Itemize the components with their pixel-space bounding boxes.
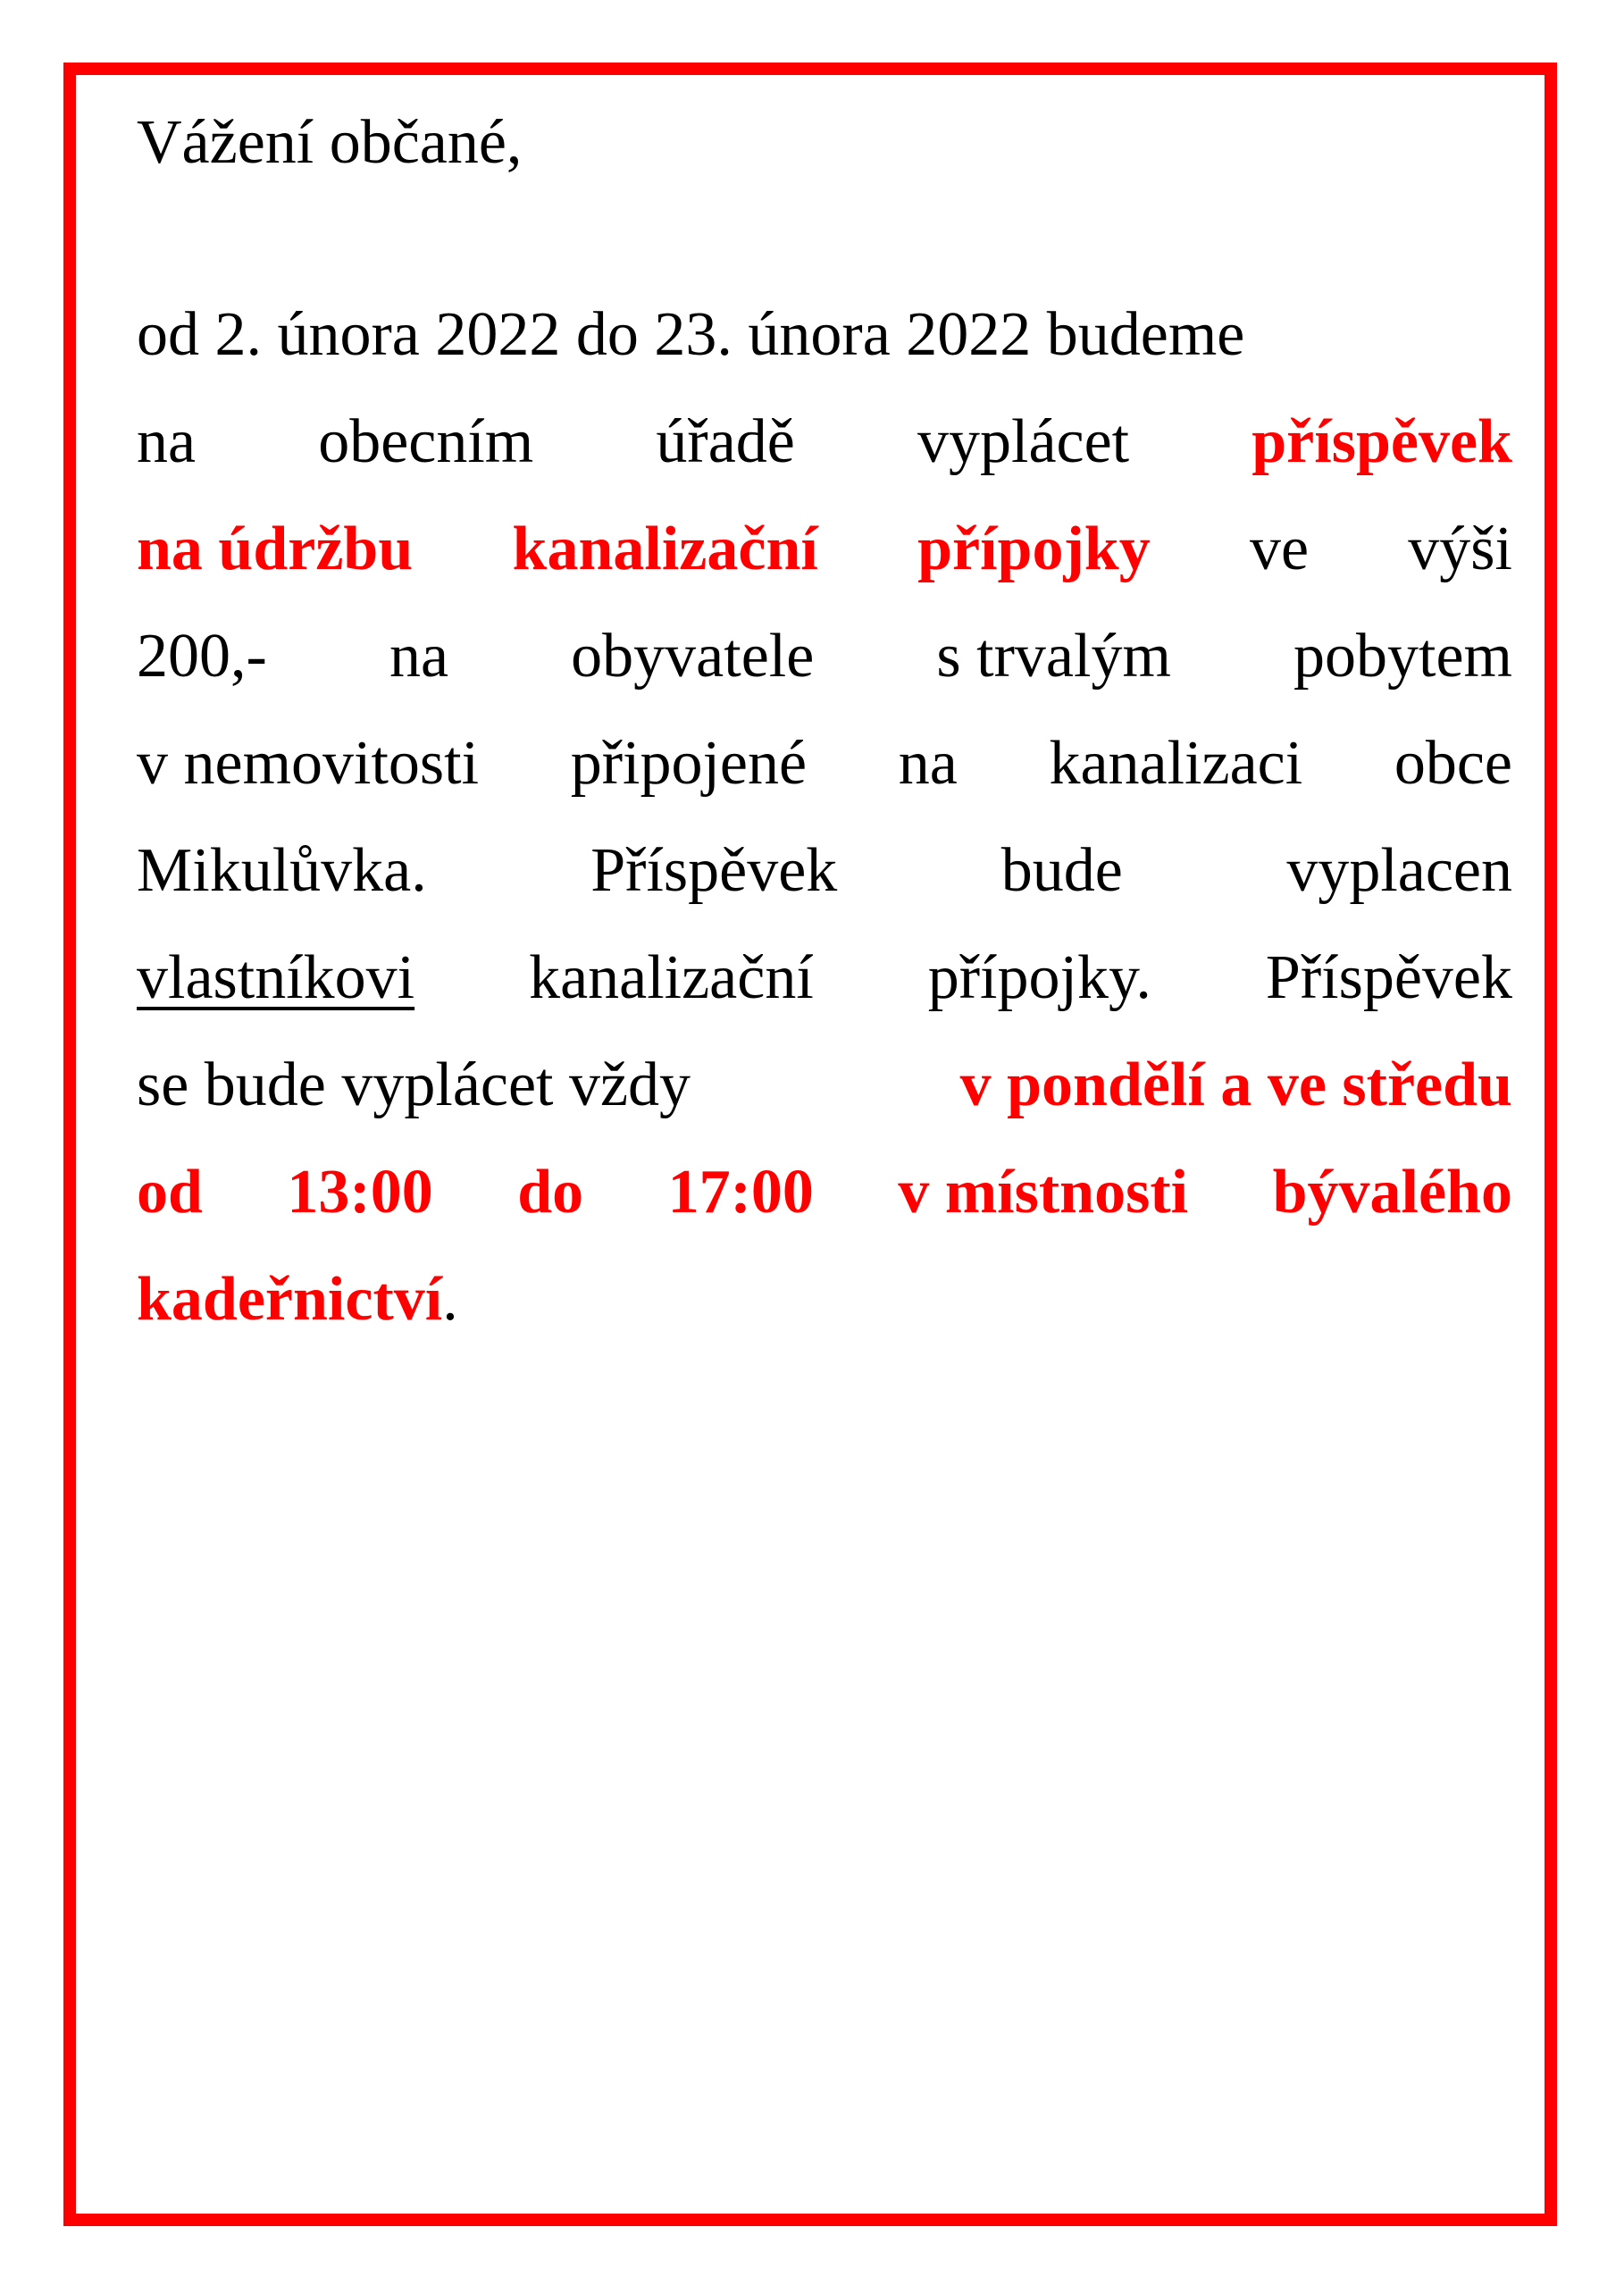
word: úřadě (656, 407, 795, 476)
highlight-time-end: 17:00 (667, 1158, 814, 1227)
word: se bude vyplácet vždy (137, 1051, 691, 1119)
highlight-former: bývalého (1272, 1158, 1512, 1227)
highlight-maintenance: na údržbu (137, 515, 414, 583)
amount: 200,- (137, 622, 267, 691)
word: přípojky. (927, 943, 1151, 1012)
word: s trvalým (936, 622, 1171, 691)
word: Příspěvek (1265, 943, 1512, 1012)
word: vyplacen (1286, 836, 1512, 905)
notice-line-9 (137, 1148, 1512, 1237)
notice-line-3 (137, 505, 1512, 594)
highlight-word: od (137, 1158, 203, 1227)
notice-line-6 (137, 826, 1512, 916)
notice-line-2 (137, 398, 1512, 487)
word: výši (1408, 515, 1512, 583)
word: ve (1249, 515, 1310, 583)
underlined-owner: vlastníkovi (137, 943, 415, 1012)
word: pobytem (1293, 622, 1512, 691)
word: na (137, 407, 197, 476)
notice-line-7 (137, 934, 1512, 1023)
notice-line-8 (137, 1041, 1512, 1130)
word: v nemovitosti (137, 729, 480, 798)
highlight-contribution: příspěvek (1251, 407, 1512, 476)
dates-text: od 2. února 2022 do 23. února 2022 budeme (137, 300, 1245, 369)
highlight-word: do (517, 1158, 584, 1227)
word: kanalizaci (1049, 729, 1303, 798)
word: na (389, 622, 449, 691)
word: na (898, 729, 958, 798)
word: připojené (570, 729, 808, 798)
word: obecním (318, 407, 534, 476)
notice-line-4 (137, 612, 1512, 701)
village-name: Mikulůvka. (137, 836, 427, 905)
highlight-sewer: kanalizační (512, 515, 818, 583)
final-period: . (442, 1265, 458, 1334)
word: obyvatele (571, 622, 815, 691)
greeting: Vážení občané, (137, 108, 523, 177)
notice-line-5 (137, 719, 1512, 808)
highlight-hairdresser: kadeřnictví (137, 1265, 443, 1334)
highlight-days: v pondělí a ve středu (959, 1051, 1512, 1119)
word: vyplácet (917, 407, 1130, 476)
red-border-frame (63, 63, 1557, 2226)
word: obce (1394, 729, 1512, 798)
highlight-time-start: 13:00 (287, 1158, 433, 1227)
word: bude (1000, 836, 1123, 905)
notice-line-10 (137, 1255, 1512, 1344)
highlight-connection: přípojky (917, 515, 1151, 583)
highlight-room: v místnosti (898, 1158, 1189, 1227)
word: Příspěvek (590, 836, 838, 905)
notice-line-1 (137, 290, 1512, 380)
word: kanalizační (529, 943, 814, 1012)
